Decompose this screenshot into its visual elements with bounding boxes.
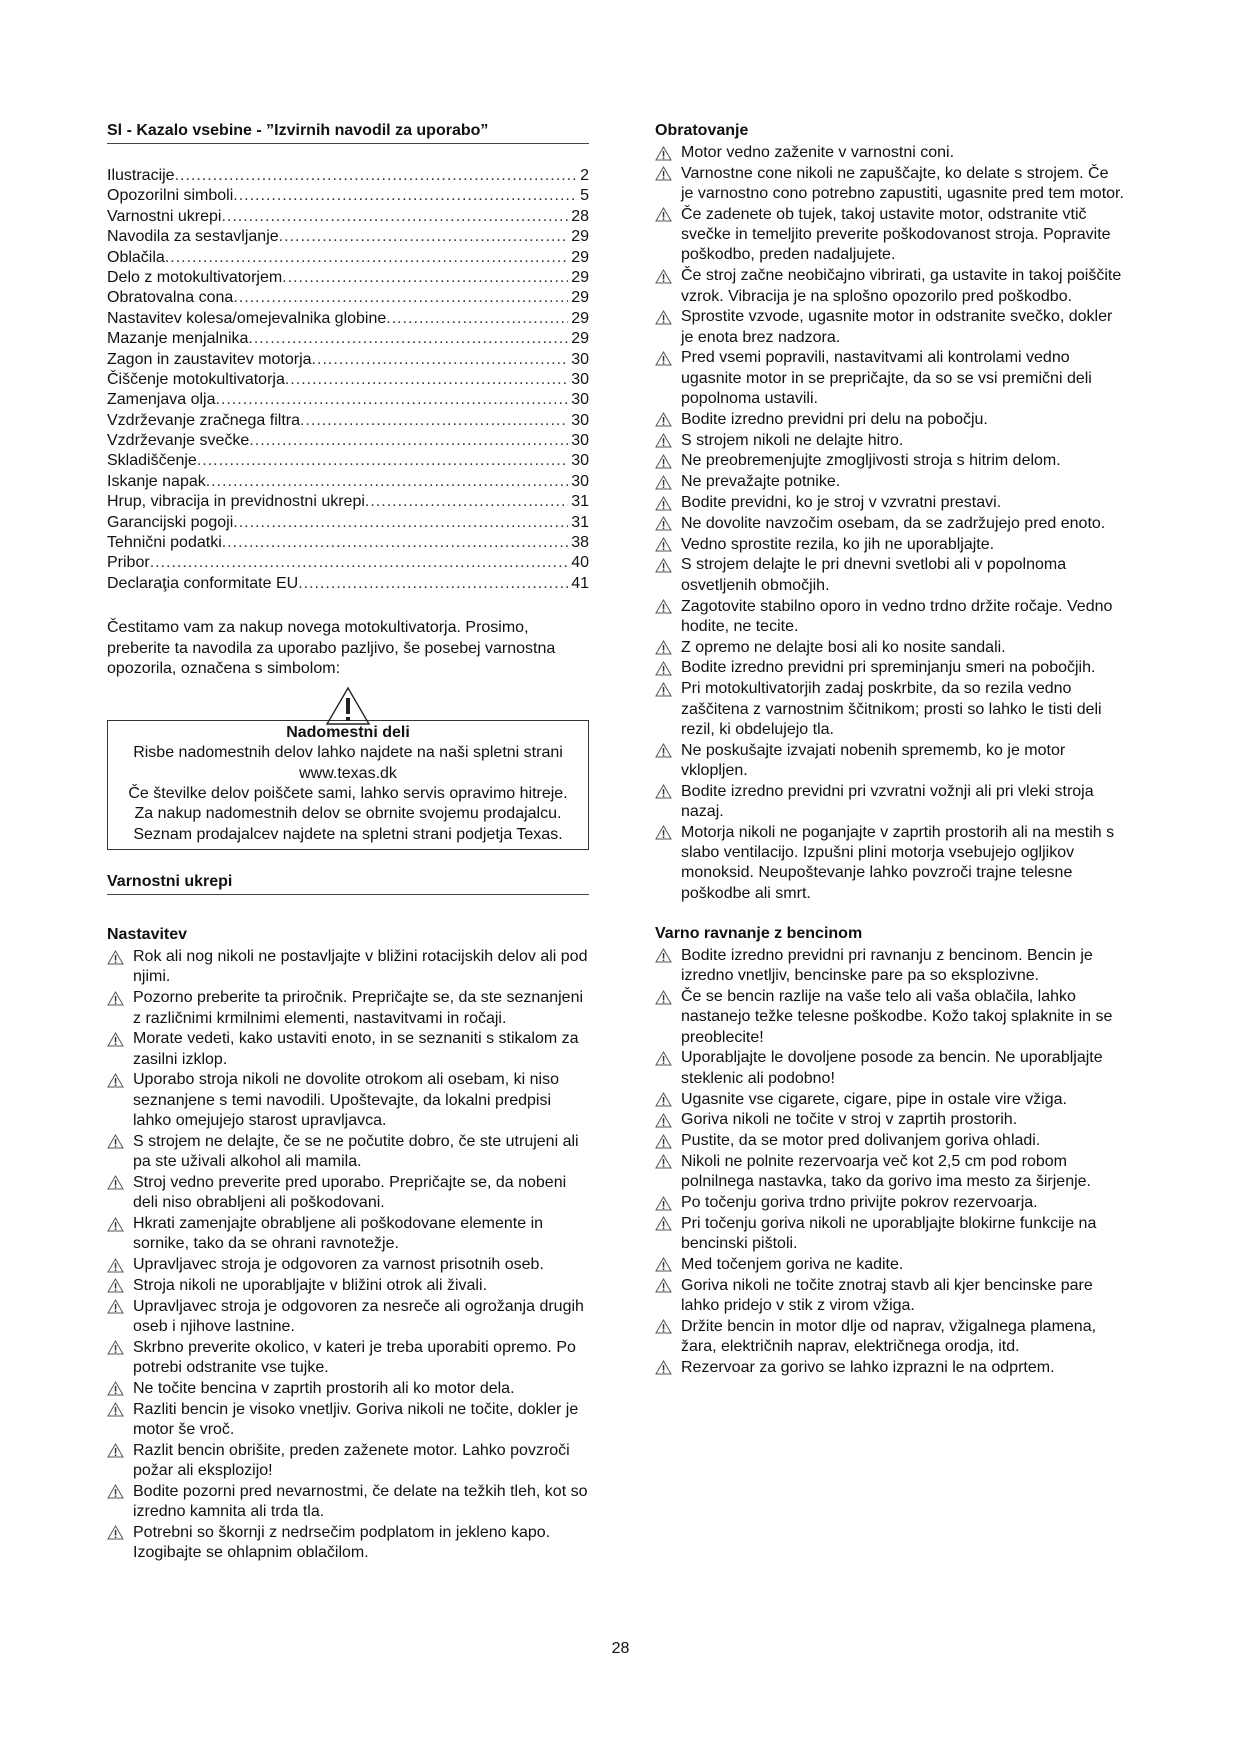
toc-entry [107,513,589,533]
warning-icon [655,1048,681,1068]
warning-icon [107,1400,133,1420]
warning-text: Stroja nikoli ne uporabljajte v bližini otrok ali živali. [133,1276,487,1294]
warning-icon [655,555,681,575]
toc-entry-title: Delo z motokultivatorjem [107,268,283,286]
safety-heading: Varnostni ukrepi [107,872,589,895]
toc-entry-page: 2 [580,167,589,184]
warning-item [107,1214,589,1255]
toc-dot-leader [285,370,568,390]
toc-dot-leader [249,431,568,451]
warning-icon [107,1255,133,1275]
toc-dot-leader [300,411,568,431]
toc-dot-leader [386,309,568,329]
toc-dot-leader [175,166,578,186]
toc-entry-page: 40 [571,554,589,572]
warning-icon [655,1317,681,1337]
warning-item [655,514,1125,534]
warning-text: Pustite, da se motor pred dolivanjem goriva ohladi. [681,1132,1041,1150]
warning-icon [655,1214,681,1234]
toc-dot-leader [197,451,568,471]
toc-dot-leader [216,390,569,410]
warning-item [655,205,1125,266]
toc-entry [107,390,589,410]
warning-icon [107,1132,133,1152]
warning-item [107,1173,589,1214]
warning-text: Držite bencin in motor dlje od naprav, vžigalnega plamena, žara, električnih naprav, električnega orodja, itd. [681,1317,1097,1356]
toc-entry-page: 29 [571,289,589,307]
toc-dot-leader [165,248,568,268]
toc-entry [107,207,589,227]
warning-item [655,1152,1125,1193]
warning-text: Zagotovite stabilno oporo in vedno trdno držite ročaje. Vedno hodite, ne tecite. [681,597,1113,635]
warning-item [107,1029,589,1070]
warning-text: Rezervoar za gorivo se lahko izprazni le na odprtem. [681,1358,1055,1376]
warning-item [655,823,1125,904]
toc-entry [107,451,589,471]
toc-entry-title: Obratovalna cona [107,289,234,307]
warning-icon [655,679,681,699]
toc-entry-page: 30 [571,472,589,490]
warning-item [107,947,589,988]
toc-entry [107,411,589,431]
warning-item [107,1297,589,1338]
warning-item [107,1400,589,1441]
warning-text: Ne točite bencina v zaprtih prostorih ali ko motor dela. [133,1379,515,1397]
warning-text: Potrebni so škornji z nedrsečim podplatom in jekleno kapo. Izogibajte se ohlapnim oblačilom. [133,1523,551,1562]
warning-icon [655,143,681,163]
warning-icon [107,1338,133,1358]
warning-item [655,1048,1125,1089]
operation-warning-list [655,143,1125,904]
warning-item [107,1482,589,1523]
toc-entry [107,553,589,573]
warning-icon [655,1110,681,1130]
fuel-heading: Varno ravnanje z bencinom [655,924,863,942]
toc-entry-page: 5 [580,187,589,205]
warning-text: Stroj vedno preverite pred uporabo. Prepričajte se, da nobeni deli niso obrabljeni ali poškodovani. [133,1173,567,1212]
warning-text: Pri točenju goriva nikoli ne uporabljajte blokirne funkcije na bencinski pištoli. [681,1214,1097,1253]
toc-entry [107,309,589,329]
toc-entry [107,248,589,268]
warning-icon [655,638,681,658]
warning-item [655,451,1125,471]
warning-icon [107,947,133,967]
warning-item [107,1276,589,1296]
warning-text: Bodite previdni, ko je stroj v vzvratni prestavi. [681,494,1002,512]
fuel-warning-list [655,946,1125,1378]
toc-entry [107,492,589,512]
warning-item [655,535,1125,555]
toc-entry-page: 28 [571,207,589,225]
toc-dot-leader [221,207,568,227]
toc-entry-title: Pribor [107,554,150,572]
warning-item [655,143,1125,163]
toc-entry [107,574,589,594]
warning-icon [655,1358,681,1378]
warning-text: S strojem delajte le pri dnevni svetlobi ali v popolnoma osvetljenih območjih. [681,556,1067,594]
warning-item [655,266,1125,307]
toc-entry-title: Vzdrževanje svečke [107,432,250,450]
warning-item [655,348,1125,409]
warning-icon [655,597,681,617]
warning-icon [655,266,681,286]
toc-entry-title: Čiščenje motokultivatorja [107,370,285,388]
warning-icon [655,431,681,451]
warning-text: Varnostne cone nikoli ne zapuščajte, ko delate s strojem. Če je varnostno cono potrebno zapustiti, ugasnite pred tem motor. [681,164,1124,203]
warning-icon [655,451,681,471]
warning-text: Ne dovolite navzočim osebam, da se zadržujejo pred enoto. [681,514,1106,532]
warning-item [107,1255,589,1275]
toc-dot-leader [206,472,568,492]
toc-entry [107,472,589,492]
warning-text: Bodite pozorni pred nevarnostmi, če delate na težkih tleh, kot so izredno kamnita ali trda tla. [133,1482,588,1521]
warning-text: Upravljavec stroja je odgovoren za nesreče ali ogrožanja drugih oseb i njihove lastnine. [133,1297,584,1335]
warning-icon [655,658,681,678]
toc-dot-leader [222,533,568,553]
warning-item [655,493,1125,513]
warning-icon [655,410,681,430]
warning-icon [655,1090,681,1110]
warning-text: Razlit bencin obrišite, preden zaženete motor. Lahko povzroči požar ali eksplozijo! [133,1441,570,1480]
warning-text: Goriva nikoli ne točite v stroj v zaprtih prostorih. [681,1111,1018,1129]
warning-item [655,164,1125,205]
warning-text: Motor vedno zaženite v varnostni coni. [681,144,955,161]
warning-text: Uporabo stroja nikoli ne dovolite otrokom ali osebam, ki niso seznanjene s temi navodili. Upoštevajte, da lokalni predpisi lahko omejujejo starost upravljavca. [133,1071,559,1130]
warning-text: Ne preobremenjujte zmogljivosti stroja s hitrim delom. [681,452,1061,470]
warning-icon [655,164,681,184]
toc-entry [107,268,589,288]
warning-icon [655,307,681,327]
toc-entry [107,227,589,247]
warning-text: Bodite izredno previdni pri spreminjanju smeri na pobočjih. [681,659,1096,677]
toc-dot-leader [233,288,568,308]
spare-parts-title: Nadomestni deli [286,723,410,741]
warning-item [655,1193,1125,1213]
warning-icon [107,1173,133,1193]
warning-item [655,1317,1125,1358]
warning-icon [655,472,681,492]
toc-entry-page: 29 [571,248,589,266]
toc-heading: Sl - Kazalo vsebine - ”Izvirnih navodil za uporabo” [107,121,589,144]
warning-text: Ne prevažajte potnike. [681,473,841,491]
warning-item [655,987,1125,1048]
warning-icon [107,1482,133,1502]
warning-item [655,782,1125,823]
warning-icon [655,348,681,368]
toc-entry-page: 30 [571,432,589,450]
toc-entry-title: Vzdrževanje zračnega filtra [107,411,300,429]
setup-heading: Nastavitev [107,926,188,944]
warning-icon [107,1070,133,1090]
right-column [655,121,1125,1379]
toc-entry-page: 29 [571,228,589,246]
warning-text: Bodite izredno previdni pri vzvratni vožnji ali pri vleki stroja nazaj. [681,782,1094,820]
toc-dot-leader [233,186,577,206]
warning-icon [107,1441,133,1461]
toc-entry-page: 30 [571,452,589,470]
warning-item [107,1441,589,1482]
warning-text: Vedno sprostite rezila, ko jih ne uporabljajte. [681,535,995,553]
warning-item [655,946,1125,987]
toc-entry-title: Declaraţia conformitate EU [107,574,299,592]
warning-icon [655,1131,681,1151]
warning-text: S strojem nikoli ne delajte hitro. [681,431,904,449]
toc-entry [107,186,589,206]
warning-icon [107,1379,133,1399]
intro-paragraph: Čestitamo vam za nakup novega motokultivatorja. Prosimo, preberite ta navodila za uporabo pazljivo, še posebej varnostna opozorila, označena s simbolom: [107,619,556,678]
toc-entry-title: Mazanje menjalnika [107,330,249,348]
warning-icon [107,1276,133,1296]
warning-icon [655,946,681,966]
warning-text: Goriva nikoli ne točite znotraj stavb ali kjer bencinske pare lahko pridejo v stik z virom vžiga. [681,1276,1093,1315]
warning-text: Ugasnite vse cigarete, cigare, pipe in ostale vire vžiga. [681,1090,1067,1108]
toc-entry-page: 29 [571,309,589,327]
warning-item [655,1276,1125,1317]
warning-icon [655,535,681,555]
toc-entry-page: 38 [571,534,589,552]
warning-text: Če stroj začne neobičajno vibrirati, ga ustavite in takoj poiščite vzrok. Vibracija je na splošno opozorilo pred poškodbo. [681,267,1122,305]
setup-warning-list [107,947,589,1563]
warning-item [655,597,1125,638]
warning-icon [107,1214,133,1234]
warning-icon [655,1276,681,1296]
warning-icon [107,1297,133,1317]
warning-text: Motorja nikoli ne poganjajte v zaprtih prostorih ali na mestih s slabo ventilacijo. Izpušni plini motorja vsebujejo ogljikov monoksid. Neupoštevanje lahko povzroči trajne telesne poškodbe ali smrt. [681,823,1115,902]
toc-entry-title: Ilustracije [107,167,175,184]
toc-entry-title: Iskanje napak [107,472,206,490]
spare-parts-box [107,720,589,850]
toc-entry-title: Garancijski pogoji [107,513,234,531]
warning-item [107,1338,589,1379]
toc-entry [107,350,589,370]
warning-text: Skrbno preverite okolico, v kateri je treba uporabiti opremo. Po potrebi odstranite vse tujke. [133,1338,576,1377]
toc-entry [107,431,589,451]
warning-text: Hkrati zamenjajte obrabljene ali poškodovane elemente in sornike, tako da se ohrani ravnotežje. [133,1215,544,1253]
warning-item [655,1358,1125,1378]
warning-text: Pred vsemi popravili, nastavitvami ali kontrolami vedno ugasnite motor in se prepričajte, da so se vsi premični deli popolnoma ustavili. [681,349,1092,408]
warning-text: Rok ali nog nikoli ne postavljajte v bližini rotacijskih delov ali pod njimi. [133,948,588,986]
warning-icon [107,988,133,1008]
toc-dot-leader [248,329,568,349]
warning-item [655,1214,1125,1255]
toc-entry-title: Opozorilni simboli [107,187,234,205]
warning-text: S strojem ne delajte, če se ne počutite dobro, če ste utrujeni ali pa ste uživali alkohol ali mamila. [133,1132,579,1171]
warning-text: Če se bencin razlije na vaše telo ali vaša oblačila, lahko nastanejo težke telesne poškodbe. Kožo takoj splaknite in se preoblecite! [681,988,1113,1046]
toc-entry-title: Oblačila [107,248,165,266]
warning-icon [655,493,681,513]
toc-dot-leader [282,268,568,288]
operation-heading: Obratovanje [655,122,749,139]
toc-dot-leader [279,227,569,247]
warning-text: Bodite izredno previdni pri delu na pobočju. [681,410,988,428]
warning-text: Pozorno preberite ta priročnik. Prepričajte se, da ste seznanjeni z različnimi krmilnimi elementi, nastavitvami in ročaji. [133,989,584,1027]
toc-entry-title: Tehnični podatki [107,534,222,552]
warning-icon [655,1152,681,1172]
warning-text: Z opremo ne delajte bosi ali ko nosite sandali. [681,638,1006,656]
toc-entry-title: Zamenjava olja [107,391,216,409]
warning-text: Med točenjem goriva ne kadite. [681,1255,904,1273]
warning-icon [655,205,681,225]
toc-dot-leader [233,513,568,533]
warning-text: Morate vedeti, kako ustaviti enoto, in se seznaniti s stikalom za zasilni izklop. [133,1030,579,1068]
warning-text: Sprostite vzvode, ugasnite motor in odstranite svečko, dokler je enota brez nadzora. [681,308,1113,346]
warning-icon [655,782,681,802]
warning-icon [107,1029,133,1049]
left-column [107,121,589,1564]
toc-entry [107,166,589,186]
toc-entry [107,329,589,349]
warning-text: Če zadenete ob tujek, takoj ustavite motor, odstranite vtič svečke in temeljito preverite poškodovanost stroja. Popravite poškodbo, preden nadaljujete. [681,205,1111,264]
warning-item [655,679,1125,740]
spare-parts-line: Če številke delov poiščete sami, lahko servis opravimo hitreje. [128,784,568,802]
toc-entry-title: Skladiščenje [107,452,197,470]
toc-entry-page: 31 [571,493,589,511]
toc-entry-title: Navodila za sestavljanje [107,228,279,246]
warning-text: Razliti bencin je visoko vnetljiv. Goriva nikoli ne točite, dokler je motor še vroč. [133,1400,579,1438]
warning-item [655,410,1125,430]
warning-item [655,307,1125,348]
toc-entry-page: 29 [571,268,589,286]
toc-dot-leader [150,553,569,573]
warning-item [655,1131,1125,1151]
warning-item [107,1379,589,1399]
warning-item [655,472,1125,492]
warning-text: Upravljavec stroja je odgovoren za varnost prisotnih oseb. [133,1256,544,1274]
table-of-contents [107,166,589,594]
warning-text: Nikoli ne polnite rezervoarja več kot 2,5 cm pod robom polnilnega nastavka, tako da gorivo ima mesto za širjenje. [681,1152,1091,1191]
warning-icon [655,1193,681,1213]
warning-icon [655,741,681,761]
warning-item [107,1132,589,1173]
toc-entry-page: 41 [571,574,589,592]
toc-entry-page: 30 [571,391,589,409]
warning-item [107,1070,589,1131]
spare-parts-line: Risbe nadomestnih delov lahko najdete na naši spletni strani www.texas.dk [133,744,563,782]
warning-item [655,555,1125,596]
warning-icon [655,1255,681,1275]
toc-entry [107,288,589,308]
warning-icon [655,987,681,1007]
warning-text: Bodite izredno previdni pri ravnanju z bencinom. Bencin je izredno vnetljiv, bencinske pare pa so eksplozivne. [681,946,1093,985]
toc-entry-title: Varnostni ukrepi [107,207,222,225]
warning-icon [107,1523,133,1543]
toc-entry-page: 29 [571,330,589,348]
toc-entry-page: 30 [571,370,589,388]
toc-dot-leader [312,350,569,370]
warning-icon [655,514,681,534]
toc-entry-title: Nastavitev kolesa/omejevalnika globine [107,309,387,327]
toc-entry-page: 31 [571,513,589,531]
toc-dot-leader [365,492,568,512]
toc-entry-title: Zagon in zaustavitev motorja [107,350,312,368]
spare-parts-line: Za nakup nadomestnih delov se obrnite svojemu prodajalcu. Seznam prodajalcev najdete na spletni strani podjetja Texas. [133,805,563,843]
warning-item [655,638,1125,658]
warning-item [655,658,1125,678]
warning-item [107,1523,589,1564]
toc-entry-page: 30 [571,350,589,368]
warning-item [107,988,589,1029]
warning-item [655,1090,1125,1110]
toc-entry [107,533,589,553]
warning-text: Ne poskušajte izvajati nobenih sprememb, ko je motor vklopljen. [681,741,1066,779]
warning-text: Po točenju goriva trdno privijte pokrov rezervoarja. [681,1194,1038,1212]
warning-item [655,741,1125,782]
warning-item [655,1110,1125,1130]
page-number: 28 [611,1640,630,1657]
toc-dot-leader [298,574,568,594]
warning-text: Uporabljajte le dovoljene posode za bencin. Ne uporabljajte steklenic ali podobno! [681,1049,1103,1087]
warning-icon [655,823,681,843]
toc-entry-title: Hrup, vibracija in previdnostni ukrepi [107,493,365,511]
warning-item [655,1255,1125,1275]
toc-entry [107,370,589,390]
warning-text: Pri motokultivatorjih zadaj poskrbite, da so rezila vedno zaščitena z varnostnim ščitnikom; prosti so lahko le tisti deli rezil, ki obdelujejo tla. [681,680,1102,738]
toc-entry-page: 30 [571,411,589,429]
warning-item [655,431,1125,451]
